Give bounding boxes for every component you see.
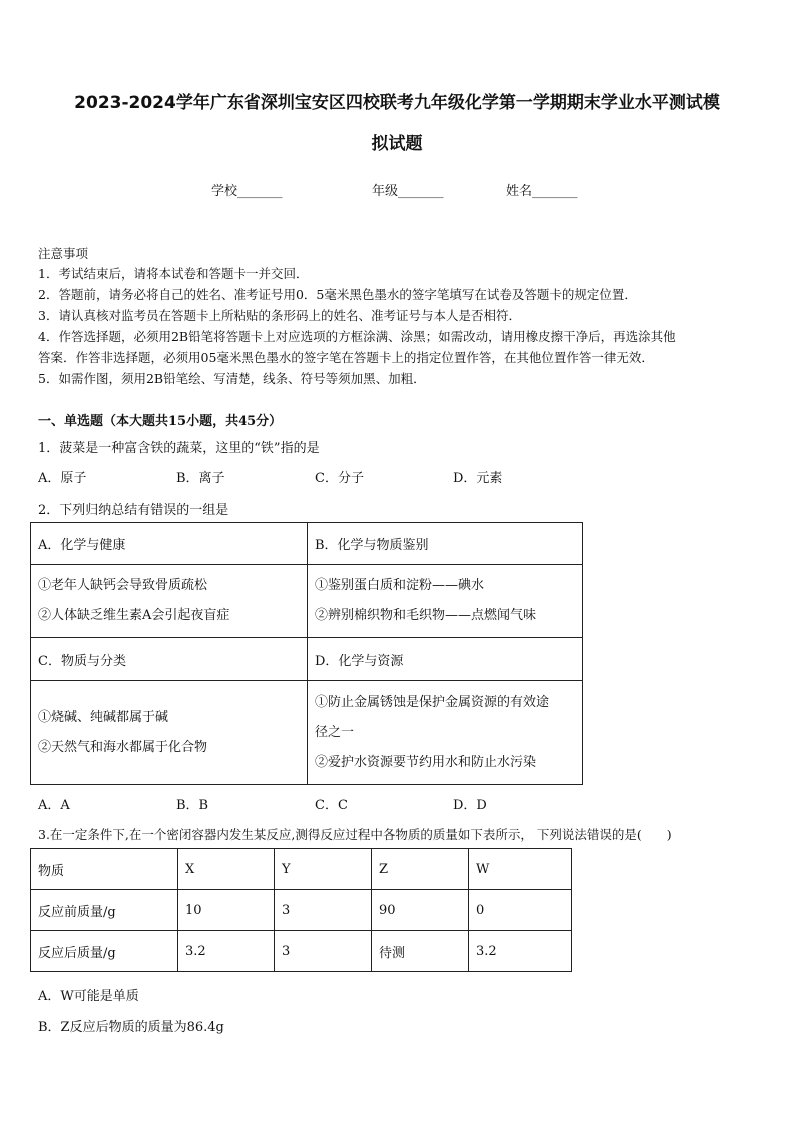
q3-header-z: Z (372, 849, 469, 890)
q1-stem: 1．菠菜是一种富含铁的蔬菜，这里的“铁”指的是 (38, 441, 320, 456)
q2-b-item-1: ①鉴别蛋白质和淀粉——碘水 (315, 578, 485, 593)
q3-before-y: 3 (275, 890, 372, 931)
q2-option-c[interactable]: C．C (315, 798, 348, 813)
q3-option-b[interactable]: B．Z反应后物质的质量为86.4g (38, 1020, 224, 1035)
q2-cell-c-head: C．物质与分类 (31, 638, 308, 681)
notice-item-1: 1．考试结束后，请将本试卷和答题卡一并交回． (38, 266, 309, 281)
q2-cell-b-items (308, 565, 583, 638)
q3-header-x: X (178, 849, 275, 890)
notice-item-5: 5．如需作图，须用2B铅笔绘、写清楚，线条、符号等须加黑、加粗． (38, 371, 426, 386)
q2-d-item-1: ①防止金属锈蚀是保护金属资源的有效途 (315, 694, 550, 710)
q2-d-item-1-cont: 径之一 (315, 724, 355, 740)
q2-cell-c-items (31, 681, 308, 785)
q2-d-item-2: ②爱护水资源要节约用水和防止水污染 (315, 754, 537, 770)
q1-option-a[interactable]: A．原子 (38, 471, 87, 486)
q3-after-x: 3.2 (178, 931, 275, 972)
q3-option-a[interactable]: A．W可能是单质 (38, 989, 139, 1004)
q3-stem: 3.在一定条件下,在一个密闭容器内发生某反应,测得反应过程中各物质的质量如下表所示， 下列说法错误的是( ) (38, 827, 672, 842)
q2-cell-a-head: A．化学与健康 (31, 523, 308, 565)
q2-cell-d-items (308, 681, 583, 785)
notice-heading: 注意事项 (38, 246, 89, 261)
q2-b-item-2: ②辨别棉织物和毛织物——点燃闻气味 (315, 608, 537, 623)
q1-option-d[interactable]: D．元素 (453, 471, 503, 486)
q3-after-y: 3 (275, 931, 372, 972)
q2-cell-a-items (31, 565, 308, 638)
q3-after-label: 反应后质量/g (31, 931, 178, 972)
q2-stem: 2．下列归纳总结有错误的一组是 (38, 503, 229, 518)
q2-c-item-1: ①烧碱、纯碱都属于碱 (38, 709, 169, 725)
q3-after-w: 3.2 (469, 931, 572, 972)
q3-after-z: 待测 (372, 931, 469, 972)
q2-option-b[interactable]: B．B (176, 798, 209, 813)
q2-a-item-2: ②人体缺乏维生素A会引起夜盲症 (38, 608, 230, 623)
grade-field[interactable]: 年级_______ (372, 184, 444, 199)
q3-before-label: 反应前质量/g (31, 890, 178, 931)
q3-header-w: W (469, 849, 572, 890)
q2-cell-b-head: B．化学与物质鉴别 (308, 523, 583, 565)
q2-option-d[interactable]: D．D (453, 798, 487, 813)
q2-c-item-2: ②天然气和海水都属于化合物 (38, 739, 208, 755)
notice-item-3: 3．请认真核对监考员在答题卡上所粘贴的条形码上的姓名、准考证号与本人是否相符． (38, 308, 521, 323)
section-heading: 一、单选题（本大题共15小题，共45分） (38, 414, 283, 429)
q2-a-item-1: ①老年人缺钙会导致骨质疏松 (38, 578, 208, 593)
q3-header-substance: 物质 (31, 849, 178, 890)
notice-item-2: 2．答题前，请务必将自己的姓名、准考证号用0．5毫米黑色墨水的签字笔填写在试卷及答题卡的规定位置． (38, 287, 637, 302)
q1-option-c[interactable]: C．分子 (315, 471, 364, 486)
q3-before-z: 90 (372, 890, 469, 931)
exam-title-line2: 拟试题 (371, 134, 423, 154)
q3-header-y: Y (275, 849, 372, 890)
q3-before-x: 10 (178, 890, 275, 931)
q3-before-w: 0 (469, 890, 572, 931)
exam-title-line1: 2023-2024学年广东省深圳宝安区四校联考九年级化学第一学期期末学业水平测试模 (74, 93, 720, 113)
notice-item-4: 4．作答选择题，必须用2B铅笔将答题卡上对应选项的方框涂满、涂黑；如需改动，请用橡皮擦干净后，再选涂其他 (38, 329, 676, 344)
q2-option-a[interactable]: A．A (38, 798, 70, 813)
q3-mass-table (30, 848, 572, 972)
school-field[interactable]: 学校_______ (211, 184, 283, 199)
q2-cell-d-head: D．化学与资源 (308, 638, 583, 681)
name-field[interactable]: 姓名_______ (506, 184, 578, 199)
notice-item-4-cont: 答案．作答非选择题，必须用05毫米黑色墨水的签字笔在答题卡上的指定位置作答，在其他位置作答一律无效． (38, 350, 654, 365)
q2-summary-table (30, 522, 583, 785)
q1-option-b[interactable]: B．离子 (176, 471, 225, 486)
